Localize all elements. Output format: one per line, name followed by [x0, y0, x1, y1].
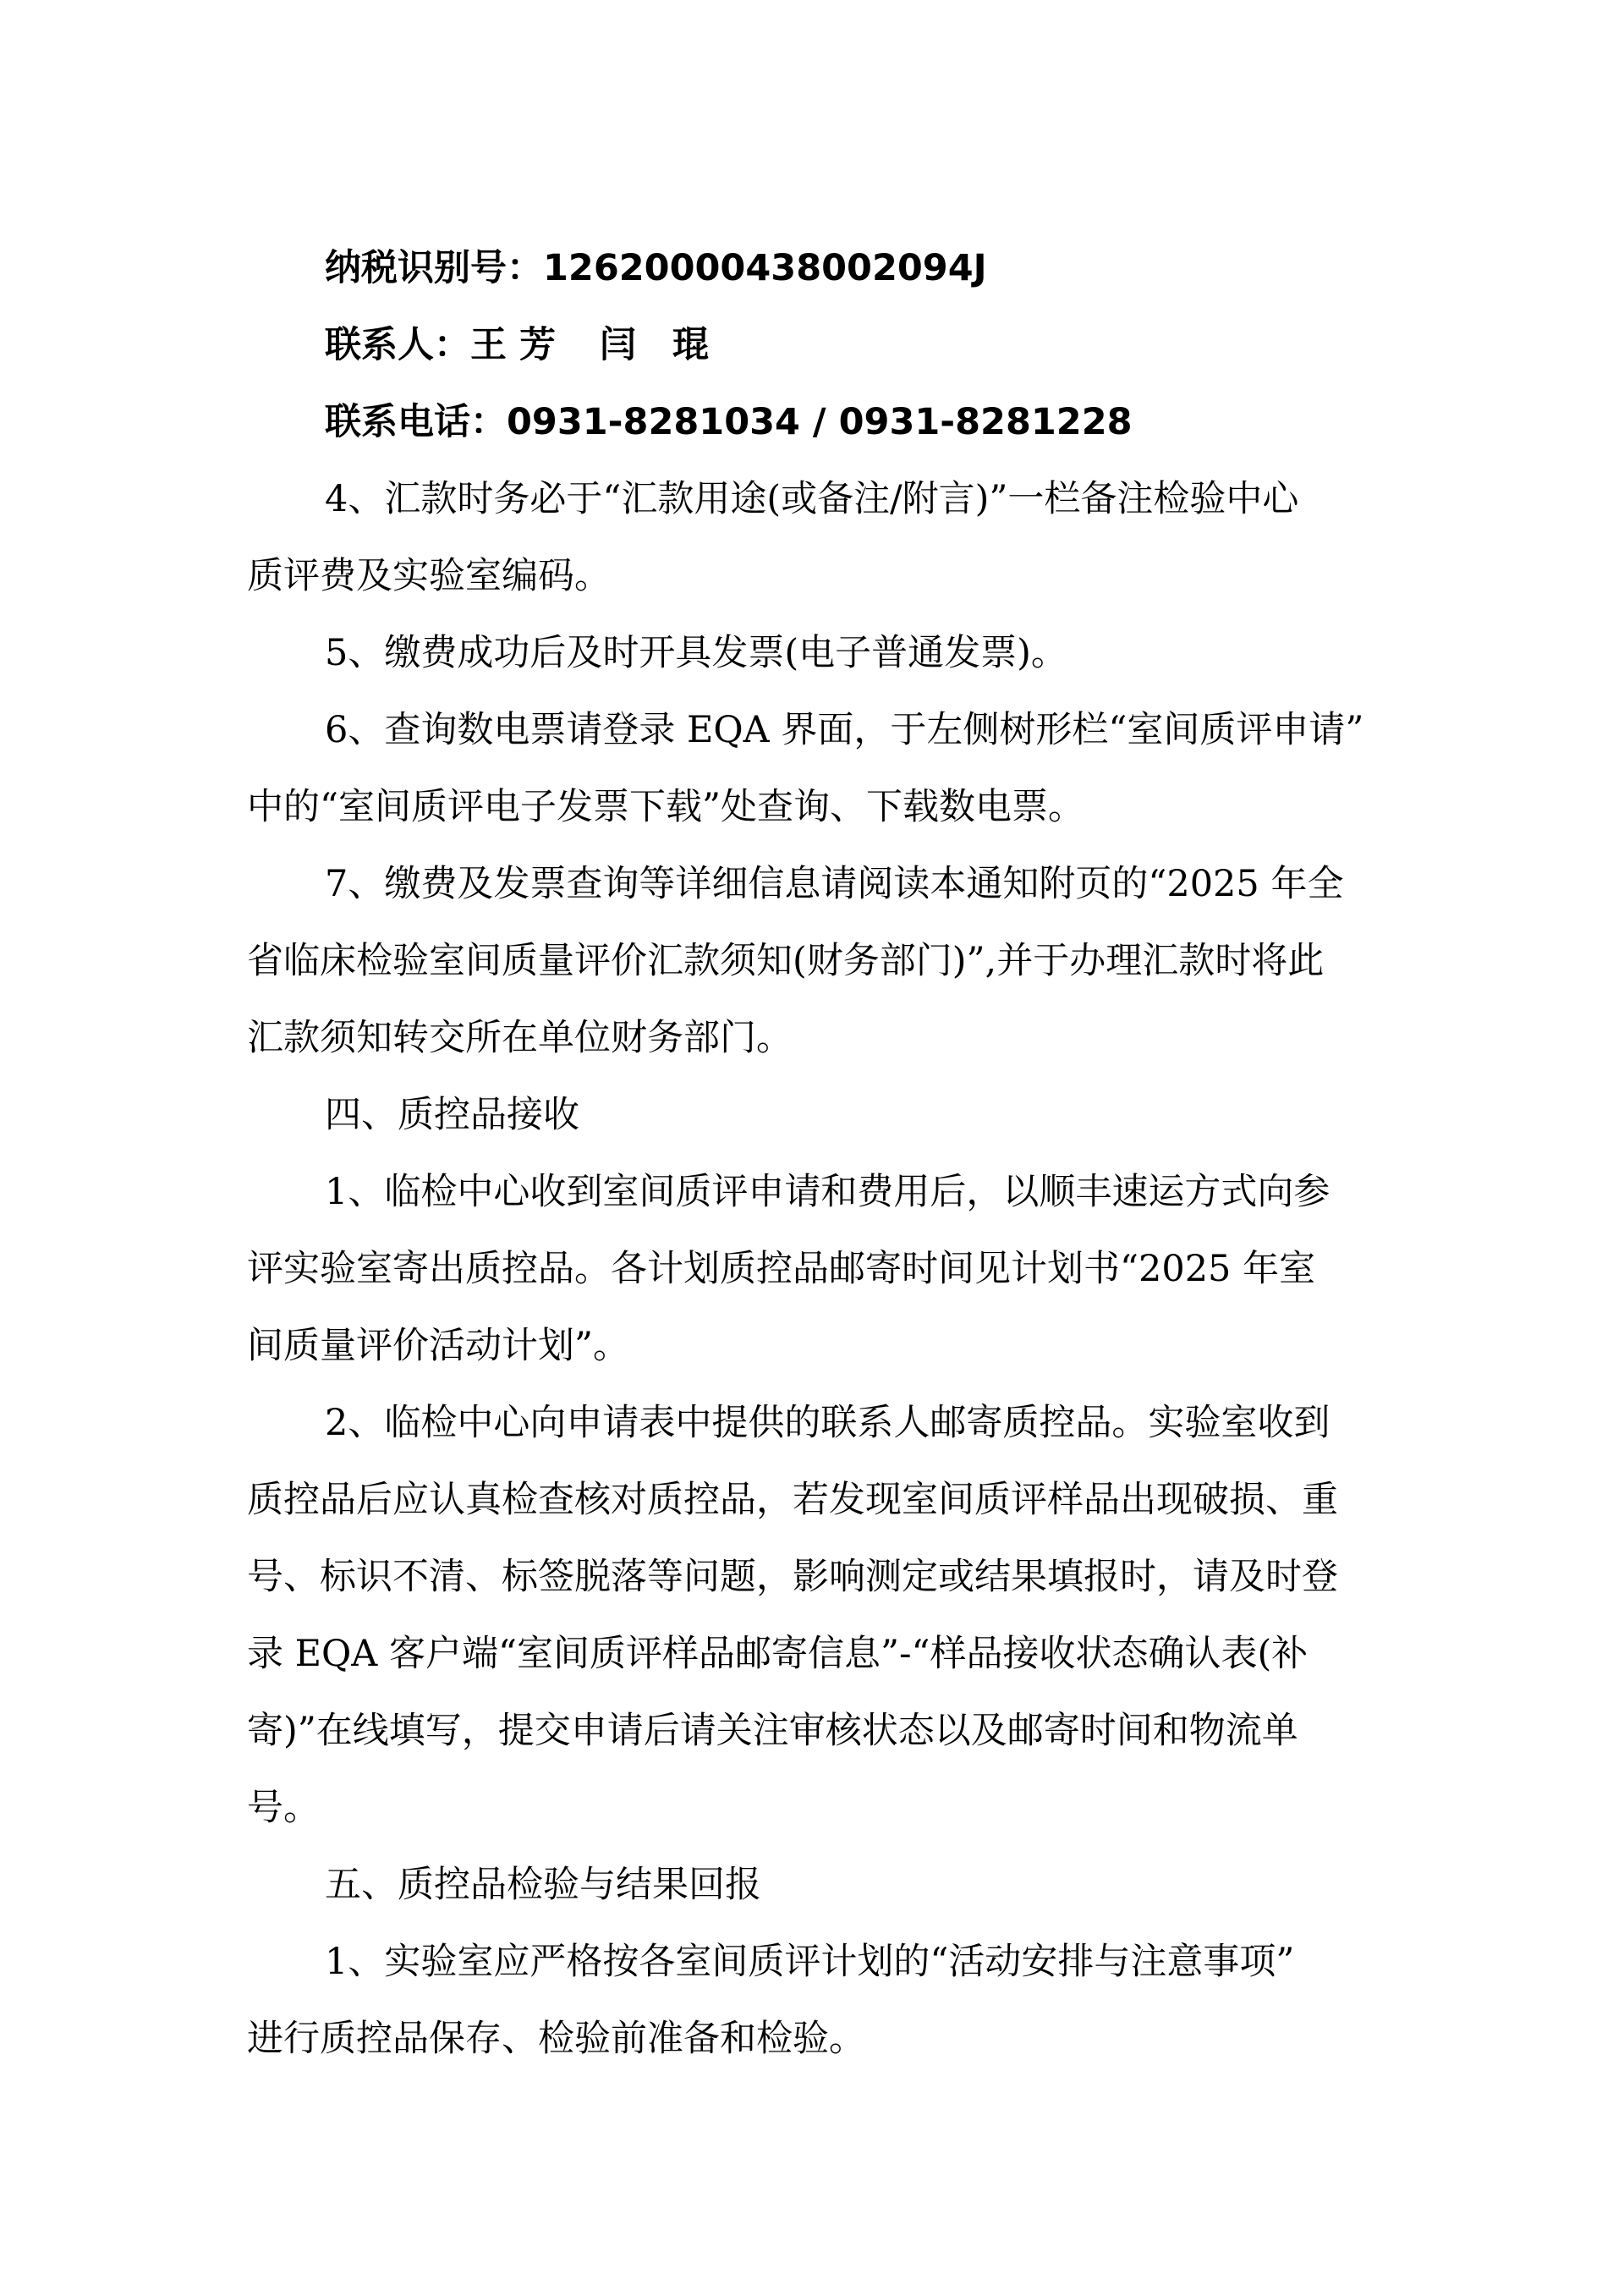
paragraph-line: 录 EQA 客户端“室间质评样品邮寄信息”-“样品接收状态确认表(补	[247, 1633, 1309, 1675]
paragraph-line: 汇款须知转交所在单位财务部门。	[247, 1017, 793, 1059]
paragraph-line: 寄)”在线填写，提交申请后请关注审核状态以及邮寄时间和物流单	[247, 1710, 1298, 1752]
paragraph-line: 5、缴费成功后及时开具发票(电子普通发票)。	[325, 632, 1067, 674]
contact-person-second: 闫 琨	[599, 324, 709, 366]
tax-id-line: 纳税识别号：12620000438002094J	[325, 247, 987, 289]
paragraph-line: 中的“室间质评电子发票下载”处查询、下载数电票。	[247, 786, 1084, 828]
paragraph-line: 2、临检中心向申请表中提供的联系人邮寄质控品。实验室收到	[325, 1402, 1330, 1444]
section-heading: 四、质控品接收	[325, 1094, 579, 1136]
paragraph-line: 间质量评价活动计划”。	[247, 1325, 629, 1367]
paragraph-line: 6、查询数电票请登录 EQA 界面，于左侧树形栏“室间质评申请”	[325, 709, 1364, 751]
phone-line: 联系电话：0931-8281034 / 0931-8281228	[325, 401, 1133, 443]
paragraph-line: 省临床检验室间质量评价汇款须知(财务部门)”,并于办理汇款时将此	[247, 940, 1325, 982]
paragraph-line: 7、缴费及发票查询等详细信息请阅读本通知附页的“2025 年全	[325, 863, 1344, 905]
contact-person-line	[247, 307, 1397, 384]
contact-person-label: 联系人：王 芳	[325, 324, 556, 366]
paragraph-line: 4、汇款时务必于“汇款用途(或备注/附言)”一栏备注检验中心	[325, 478, 1299, 520]
paragraph-line: 质评费及实验室编码。	[247, 555, 611, 597]
document-body	[247, 230, 1397, 2078]
section-heading: 五、质控品检验与结果回报	[325, 1864, 761, 1906]
paragraph-line: 进行质控品保存、检验前准备和检验。	[247, 2018, 865, 2060]
paragraph-line: 号。	[247, 1787, 320, 1829]
paragraph-line: 1、实验室应严格按各室间质评计划的“活动安排与注意事项”	[325, 1941, 1295, 1983]
paragraph-line: 评实验室寄出质控品。各计划质控品邮寄时间见计划书“2025 年室	[247, 1248, 1316, 1290]
paragraph-line: 1、临检中心收到室间质评申请和费用后，以顺丰速运方式向参	[325, 1171, 1330, 1213]
paragraph-line: 质控品后应认真检查核对质控品，若发现室间质评样品出现破损、重	[247, 1479, 1338, 1521]
paragraph-line: 号、标识不清、标签脱落等问题，影响测定或结果填报时，请及时登	[247, 1556, 1338, 1598]
